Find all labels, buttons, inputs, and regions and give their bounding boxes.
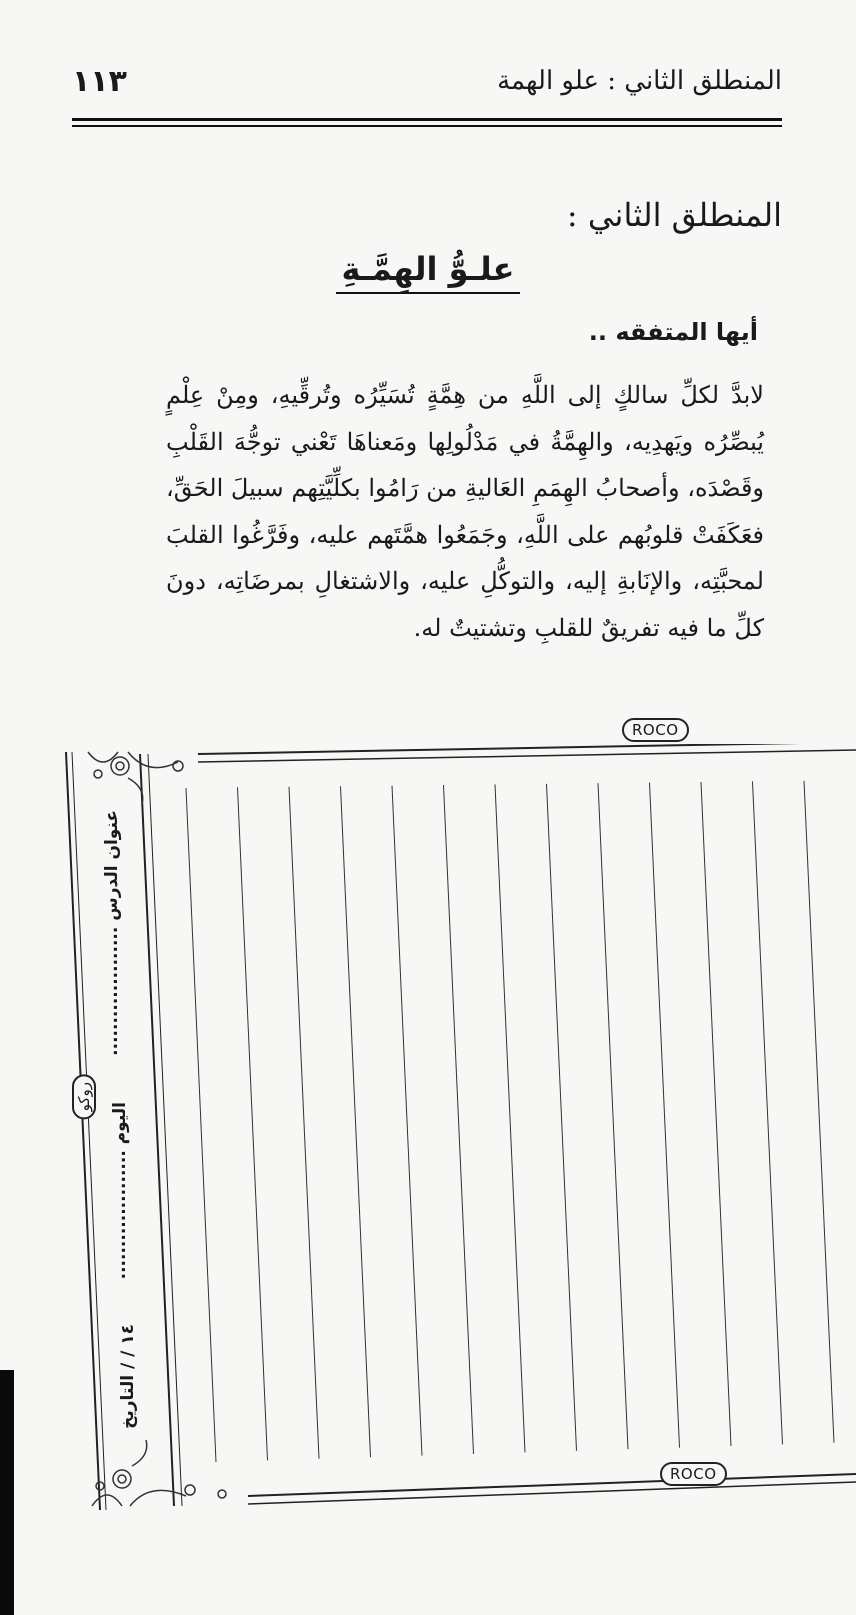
ruled-line bbox=[444, 785, 474, 1454]
brand-badge-spine: روكو bbox=[72, 1074, 96, 1119]
brand-badge-top: ROCO bbox=[622, 718, 689, 742]
section-label: المنطلق الثاني : bbox=[566, 196, 782, 234]
ruled-line bbox=[289, 787, 319, 1459]
ruled-line bbox=[392, 786, 422, 1456]
margin-line-outer bbox=[140, 754, 174, 1506]
date-label: التاريخ bbox=[118, 1374, 138, 1429]
brand-badge-bottom: ROCO bbox=[660, 1462, 727, 1486]
lesson-title-label: عنوان الدرس bbox=[102, 810, 122, 921]
notebook-page bbox=[58, 721, 856, 1559]
date-separators: / / bbox=[118, 1350, 138, 1370]
page-number: ١١٣ bbox=[72, 64, 127, 99]
spine-outer bbox=[66, 752, 100, 1510]
ruled-line bbox=[341, 786, 371, 1457]
ruled-line bbox=[804, 781, 834, 1443]
ruled-line bbox=[650, 783, 680, 1448]
ornament-top-left-icon bbox=[88, 752, 183, 804]
body-paragraph: لابدَّ لكلِّ سالكٍ إلى اللَّهِ من هِمَّةٍ تُسَيِّرُه وتُرقِّيهِ، ومِنْ عِلْمٍ يُبصِّرُه ويَهدِيه، والهِمَّةُ في مَدْلُولِها ومَعناهَا تَعْني توجُّهَ القَلْبِ وقَصْدَه، وأصحابُ الهِمَمِ العَاليةِ من رَامُوا بكلِّيَّتِهم سبيلَ الحَقِّ، فعَكَفَتْ قلوبُهم على اللَّهِ، وجَمَعُوا همَّتَهم عليه، وفَرَّغُوا القلبَ لمحبَّتِه، والإنَابةِ إليه، والتوكُّلِ عليه، والاشتغالِ بمرضَاتِه، دونَ كلِّ ما فيه تفريقٌ للقلبِ وتشتيتٌ له. bbox=[166, 381, 764, 642]
spine-inner bbox=[72, 752, 106, 1510]
lesson-title-dots: .................... bbox=[102, 926, 122, 1056]
section-title-text: علـوُّ الهِمَّـةِ bbox=[336, 250, 521, 294]
address-line: أيها المتفقه .. bbox=[588, 318, 758, 346]
ruled-lines bbox=[186, 781, 834, 1462]
scan-black-edge bbox=[0, 1370, 14, 1615]
section-title bbox=[0, 250, 856, 288]
ornament-bottom-left-icon bbox=[92, 1440, 226, 1506]
day-field bbox=[110, 1102, 130, 1279]
date-field bbox=[118, 1324, 138, 1429]
day-dots: .................... bbox=[110, 1150, 130, 1280]
ruled-line bbox=[495, 784, 525, 1452]
ruled-line bbox=[753, 781, 783, 1444]
ruled-line bbox=[598, 783, 628, 1449]
year-prefix: ١٤ bbox=[118, 1324, 138, 1345]
lesson-title-field bbox=[102, 810, 122, 1056]
header-rule bbox=[72, 118, 782, 127]
ruled-line bbox=[186, 788, 216, 1462]
running-head: المنطلق الثاني : علو الهمة bbox=[497, 66, 782, 96]
ruled-line bbox=[547, 784, 577, 1451]
notebook-frame bbox=[58, 744, 856, 1559]
day-label: اليوم bbox=[110, 1102, 130, 1145]
ruled-line bbox=[238, 787, 268, 1460]
margin-line-inner bbox=[148, 754, 182, 1506]
ruled-line bbox=[701, 782, 731, 1446]
